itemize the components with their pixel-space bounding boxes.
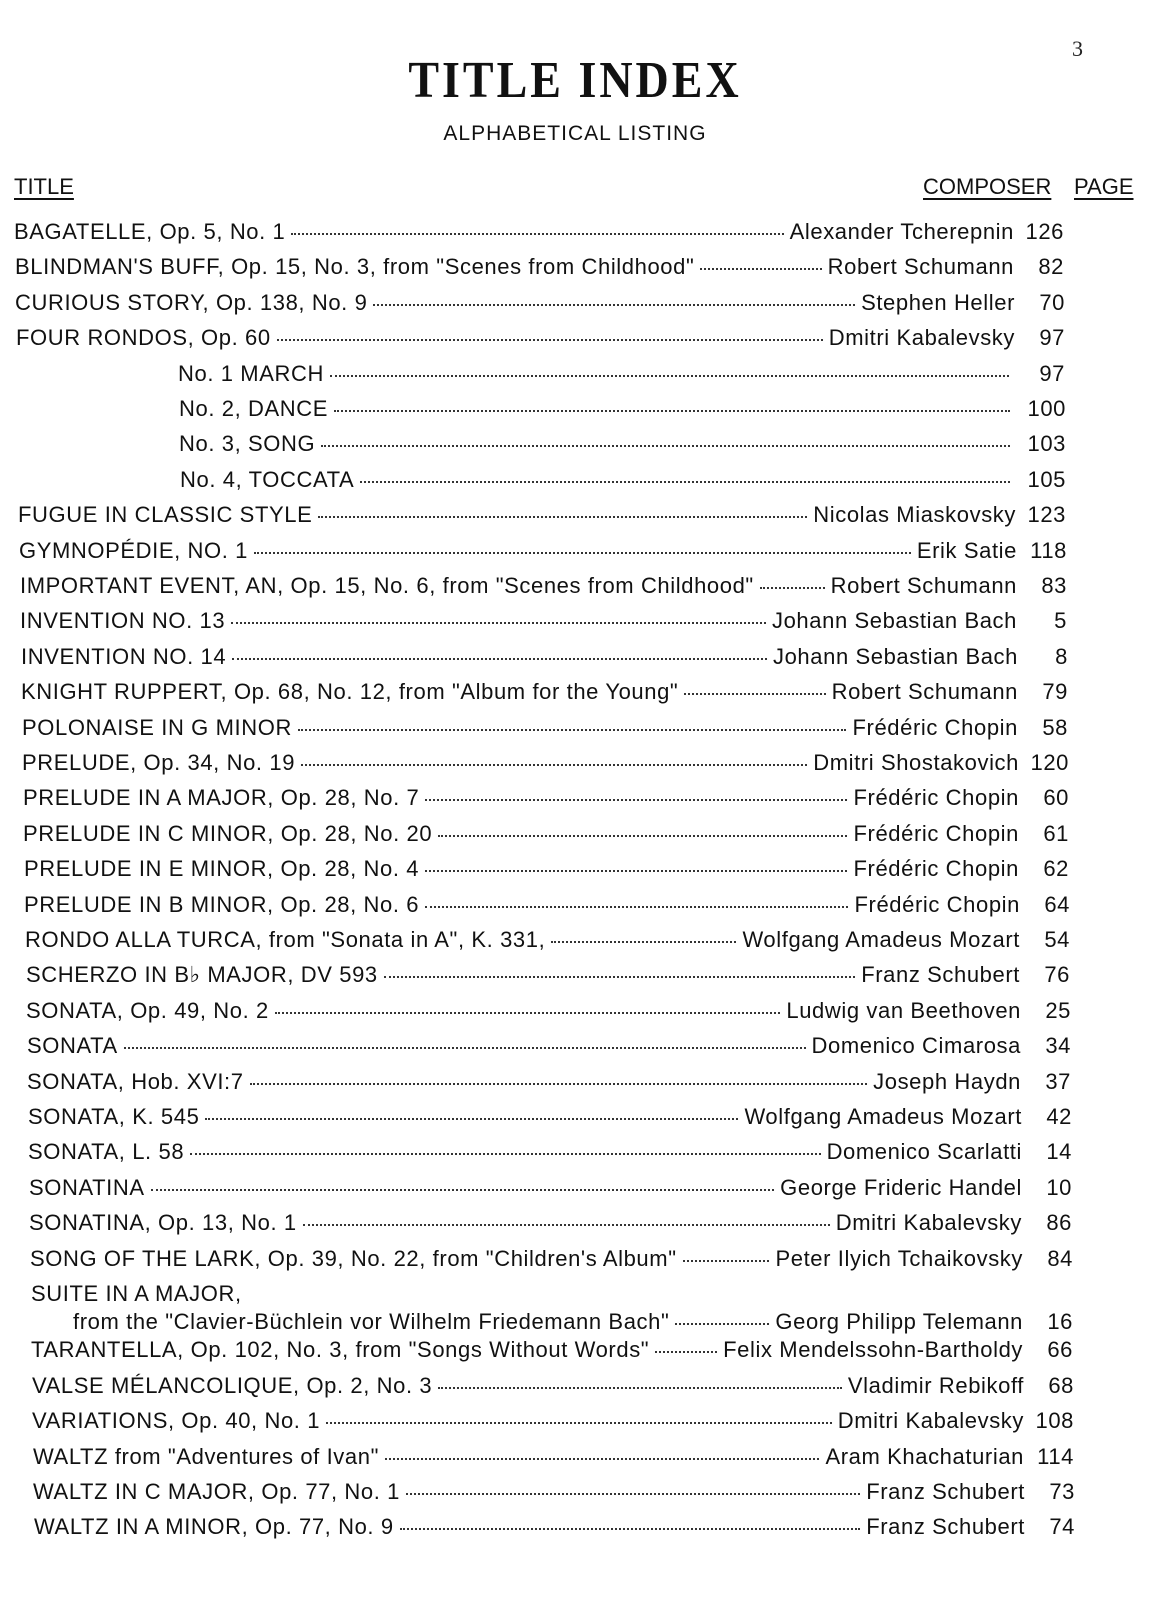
- index-entry: [18, 502, 1066, 532]
- entry-page: 123: [1027, 502, 1066, 527]
- dot-leader: [700, 268, 821, 270]
- entry-title: FOUR RONDOS, Op. 60: [16, 325, 271, 350]
- dot-leader: [151, 1189, 775, 1191]
- entry-composer: Dmitri Shostakovich: [813, 750, 1019, 775]
- entry-page: 79: [1042, 679, 1068, 704]
- entry-page: 97: [1039, 325, 1065, 350]
- index-sub-entry: [178, 361, 1065, 391]
- entry-composer: Frédéric Chopin: [853, 821, 1019, 846]
- entry-title: PRELUDE IN A MAJOR, Op. 28, No. 7: [23, 785, 420, 810]
- index-sub-entry: [180, 467, 1066, 497]
- dot-leader: [684, 693, 825, 695]
- entry-title: VARIATIONS, Op. 40, No. 1: [32, 1408, 321, 1433]
- entry-title: KNIGHT RUPPERT, Op. 68, No. 12, from "Album for the Young": [21, 679, 679, 704]
- entry-page: 105: [1027, 467, 1066, 492]
- index-entry: [16, 325, 1065, 355]
- dot-leader: [425, 870, 847, 872]
- index-entry: [21, 644, 1068, 674]
- dot-leader: [655, 1351, 717, 1353]
- index-entry: [27, 1069, 1071, 1099]
- entry-composer: Wolfgang Amadeus Mozart: [744, 1104, 1022, 1129]
- page-number: 3: [1072, 36, 1083, 61]
- entry-page: 34: [1045, 1033, 1071, 1058]
- entry-title: WALTZ IN A MINOR, Op. 77, No. 9: [34, 1514, 394, 1539]
- entry-title: No. 2, DANCE: [179, 396, 329, 421]
- entry-page: 76: [1044, 962, 1070, 987]
- entry-page: 14: [1046, 1139, 1072, 1164]
- entry-title: PRELUDE, Op. 34, No. 19: [22, 750, 296, 775]
- index-entry: [28, 1139, 1072, 1169]
- entry-page: 66: [1047, 1337, 1073, 1362]
- entry-title: FUGUE IN CLASSIC STYLE: [18, 502, 313, 527]
- entry-title: No. 1 MARCH: [178, 361, 324, 386]
- dot-leader: [298, 729, 847, 731]
- entry-page: 86: [1046, 1210, 1072, 1235]
- index-entry: [14, 219, 1064, 249]
- entry-title: WALTZ from "Adventures of Ivan": [33, 1444, 379, 1469]
- entry-composer: Peter Ilyich Tchaikovsky: [775, 1246, 1023, 1271]
- entry-title: PRELUDE IN C MINOR, Op. 28, No. 20: [23, 821, 433, 846]
- entry-page: 114: [1037, 1444, 1074, 1469]
- entry-page: 126: [1025, 219, 1064, 244]
- dot-leader: [400, 1528, 861, 1530]
- dot-leader: [301, 764, 807, 766]
- entry-composer: Dmitri Kabalevsky: [837, 1408, 1024, 1433]
- entry-page: 8: [1055, 644, 1068, 669]
- dot-leader: [326, 1422, 832, 1424]
- entry-composer: Erik Satie: [916, 538, 1017, 563]
- entry-title: PRELUDE IN B MINOR, Op. 28, No. 6: [24, 892, 420, 917]
- entry-composer: Georg Philipp Telemann: [775, 1309, 1023, 1334]
- dot-leader: [277, 339, 823, 341]
- entry-composer: Johann Sebastian Bach: [772, 608, 1017, 633]
- dot-leader: [425, 906, 848, 908]
- index-entry: [26, 998, 1071, 1028]
- dot-leader: [373, 304, 855, 306]
- dot-leader: [291, 233, 783, 235]
- dot-leader: [205, 1118, 738, 1120]
- dot-leader: [124, 1047, 806, 1049]
- entry-composer: Domenico Cimarosa: [811, 1033, 1021, 1058]
- index-entry: [29, 1210, 1072, 1240]
- index-entry: [33, 1444, 1074, 1474]
- column-header-composer: COMPOSER: [923, 174, 1052, 199]
- dot-leader: [384, 976, 855, 978]
- index-entry: [15, 290, 1065, 320]
- entry-title: RONDO ALLA TURCA, from "Sonata in A", K. 331,: [25, 927, 546, 952]
- index-entry: [34, 1514, 1075, 1544]
- dot-leader: [190, 1153, 820, 1155]
- index-entry: [23, 785, 1069, 815]
- column-header-page: PAGE: [1074, 174, 1134, 199]
- dot-leader: [760, 587, 825, 589]
- entry-composer: Johann Sebastian Bach: [773, 644, 1018, 669]
- entry-title: TARANTELLA, Op. 102, No. 3, from "Songs Without Words": [31, 1337, 650, 1362]
- entry-title: POLONAISE IN G MINOR: [22, 715, 292, 740]
- entry-composer: Frédéric Chopin: [853, 785, 1019, 810]
- dot-leader: [231, 622, 766, 624]
- dot-leader: [675, 1323, 769, 1325]
- entry-page: 97: [1039, 361, 1065, 386]
- entry-title: SONG OF THE LARK, Op. 39, No. 22, from "Children's Album": [30, 1246, 677, 1271]
- entry-composer: Robert Schumann: [830, 573, 1017, 598]
- entry-composer: Robert Schumann: [827, 254, 1014, 279]
- entry-page: 62: [1043, 856, 1069, 881]
- index-entry: [30, 1246, 1073, 1276]
- entry-title: SCHERZO IN B♭ MAJOR, DV 593: [26, 962, 378, 987]
- dot-leader: [330, 375, 1009, 377]
- index-entry: [31, 1337, 1073, 1367]
- index-sub-entry: [179, 431, 1066, 461]
- index-entry: [24, 856, 1069, 886]
- entry-page: 42: [1046, 1104, 1072, 1129]
- dot-leader: [275, 1012, 781, 1014]
- entry-page: 82: [1038, 254, 1064, 279]
- entry-title: PRELUDE IN E MINOR, Op. 28, No. 4: [24, 856, 420, 881]
- entry-page: 10: [1046, 1175, 1072, 1200]
- entry-title: No. 3, SONG: [179, 431, 316, 456]
- entry-composer: Franz Schubert: [866, 1514, 1025, 1539]
- index-entry: [29, 1175, 1072, 1205]
- entry-title: GYMNOPÉDIE, NO. 1: [19, 538, 249, 563]
- entry-title: WALTZ IN C MAJOR, Op. 77, No. 1: [33, 1479, 401, 1504]
- dot-leader: [232, 658, 767, 660]
- entry-composer: Wolfgang Amadeus Mozart: [742, 927, 1020, 952]
- entry-composer: Domenico Scarlatti: [826, 1139, 1022, 1164]
- dot-leader: [438, 1387, 842, 1389]
- index-entry: [22, 750, 1069, 780]
- entry-page: 60: [1043, 785, 1069, 810]
- entry-title: No. 4, TOCCATA: [180, 467, 355, 492]
- entry-title: SONATINA, Op. 13, No. 1: [29, 1210, 297, 1235]
- entry-title: BLINDMAN'S BUFF, Op. 15, No. 3, from "Scenes from Childhood": [15, 254, 695, 279]
- entry-title-continued: from the "Clavier-Büchlein vor Wilhelm Friedemann Bach": [73, 1309, 670, 1334]
- entry-composer: Joseph Haydn: [873, 1069, 1021, 1094]
- dot-leader: [438, 835, 847, 837]
- entry-page: 37: [1045, 1069, 1071, 1094]
- entry-title: SONATA, K. 545: [28, 1104, 200, 1129]
- entry-title: SONATA, Hob. XVI:7: [27, 1069, 244, 1094]
- index-entry: [21, 679, 1068, 709]
- entry-page: 61: [1043, 821, 1069, 846]
- entry-title: INVENTION NO. 13: [20, 608, 226, 633]
- entry-title: SONATA, Op. 49, No. 2: [26, 998, 269, 1023]
- entry-page: 118: [1030, 538, 1067, 563]
- dot-leader: [254, 552, 911, 554]
- entry-composer: Robert Schumann: [831, 679, 1018, 704]
- index-entry: [22, 715, 1068, 745]
- entry-composer: Franz Schubert: [861, 962, 1020, 987]
- index-entry: [20, 608, 1067, 638]
- entry-page: 108: [1035, 1408, 1074, 1433]
- entry-page: 16: [1047, 1309, 1073, 1334]
- index-entry: [33, 1479, 1075, 1509]
- entry-composer: Nicolas Miaskovsky: [813, 502, 1016, 527]
- entry-title: CURIOUS STORY, Op. 138, No. 9: [15, 290, 368, 315]
- entry-title: IMPORTANT EVENT, AN, Op. 15, No. 6, from "Scenes from Childhood": [20, 573, 754, 598]
- entry-composer: Vladimir Rebikoff: [847, 1373, 1024, 1398]
- entry-composer: Alexander Tcherepnin: [789, 219, 1014, 244]
- page-subtitle: ALPHABETICAL LISTING: [443, 122, 707, 145]
- entry-page: 25: [1045, 998, 1071, 1023]
- index-entry: [19, 538, 1067, 568]
- entry-composer: Dmitri Kabalevsky: [835, 1210, 1022, 1235]
- entry-title: VALSE MÉLANCOLIQUE, Op. 2, No. 3: [32, 1373, 433, 1398]
- entry-page: 58: [1042, 715, 1068, 740]
- dot-leader: [425, 799, 847, 801]
- index-entry: [31, 1281, 1073, 1341]
- entry-composer: Frédéric Chopin: [852, 715, 1018, 740]
- entry-page: 5: [1054, 608, 1067, 633]
- dot-leader: [321, 445, 1010, 447]
- index-entry: [15, 254, 1064, 284]
- index-entry: [27, 1033, 1071, 1063]
- index-entry: [20, 573, 1067, 603]
- entry-composer: George Frideric Handel: [780, 1175, 1022, 1200]
- entry-composer: Stephen Heller: [861, 290, 1015, 315]
- dot-leader: [250, 1083, 868, 1085]
- entry-title: SONATINA: [29, 1175, 145, 1200]
- entry-page: 73: [1049, 1479, 1075, 1504]
- column-header-title: TITLE: [14, 174, 74, 199]
- dot-leader: [683, 1260, 770, 1262]
- entry-composer: Dmitri Kabalevsky: [828, 325, 1015, 350]
- index-entry: [32, 1408, 1074, 1438]
- entry-composer: Frédéric Chopin: [853, 856, 1019, 881]
- index-sub-entry: [179, 396, 1066, 426]
- entry-title: INVENTION NO. 14: [21, 644, 227, 669]
- entry-page: 100: [1027, 396, 1066, 421]
- entry-page: 74: [1049, 1514, 1075, 1539]
- entry-composer: Franz Schubert: [866, 1479, 1025, 1504]
- entry-page: 70: [1039, 290, 1065, 315]
- dot-leader: [303, 1224, 830, 1226]
- dot-leader: [360, 481, 1010, 483]
- entry-page: 120: [1030, 750, 1069, 775]
- index-entry: [28, 1104, 1072, 1134]
- entry-composer: Frédéric Chopin: [854, 892, 1020, 917]
- index-entry: [25, 927, 1070, 957]
- entry-composer: Felix Mendelssohn-Bartholdy: [723, 1337, 1023, 1362]
- entry-title: SONATA: [27, 1033, 118, 1058]
- index-entry: [26, 962, 1070, 992]
- index-entry: [23, 821, 1069, 851]
- entry-page: 68: [1048, 1373, 1074, 1398]
- entry-page: 54: [1044, 927, 1070, 952]
- entry-composer: Ludwig van Beethoven: [786, 998, 1021, 1023]
- entry-composer: Aram Khachaturian: [825, 1444, 1024, 1469]
- dot-leader: [334, 410, 1010, 412]
- dot-leader: [318, 516, 807, 518]
- entry-title: SONATA, L. 58: [28, 1139, 185, 1164]
- dot-leader: [551, 941, 736, 943]
- index-entry: [32, 1373, 1074, 1403]
- entry-page: 64: [1044, 892, 1070, 917]
- entry-page: 103: [1027, 431, 1066, 456]
- entry-page: 83: [1041, 573, 1067, 598]
- entry-title: BAGATELLE, Op. 5, No. 1: [14, 219, 286, 244]
- index-entry: [24, 892, 1070, 922]
- dot-leader: [406, 1493, 860, 1495]
- dot-leader: [385, 1458, 819, 1460]
- entry-page: 84: [1047, 1246, 1073, 1271]
- page-title: TITLE INDEX: [408, 51, 742, 109]
- entry-title: SUITE IN A MAJOR,: [31, 1281, 242, 1306]
